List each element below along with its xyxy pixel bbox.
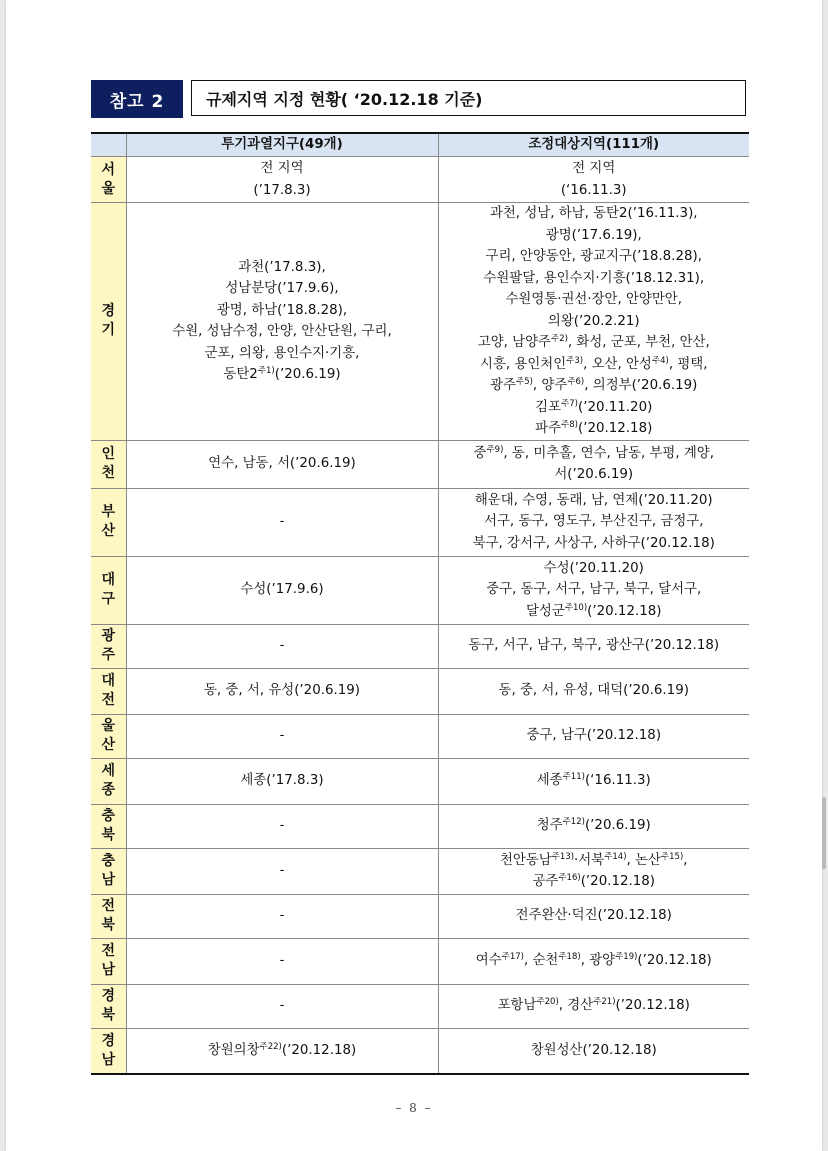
cell-line: 수원팔달, 용인수지·기흥(’18.12.31), — [483, 270, 705, 286]
cell-line: - — [279, 863, 285, 879]
cell-line: 세종(’17.8.3) — [240, 773, 324, 789]
speculation-zone-cell — [126, 488, 438, 556]
cell-line: 서(’20.6.19) — [554, 467, 634, 482]
cell-line: 수성(’20.11.20) — [543, 560, 644, 576]
region-char: 경 — [101, 988, 116, 1004]
cell-line: 창원성산(’20.12.18) — [530, 1043, 657, 1058]
speculation-zone-cell — [126, 984, 438, 1028]
cell-line: 수성(’17.9.6) — [240, 582, 324, 598]
adjustment-zone-cell — [438, 938, 749, 984]
speculation-zone-cell — [126, 556, 438, 624]
adjustment-zone-cell — [438, 984, 749, 1028]
region-char: 북 — [101, 917, 116, 933]
cell-line: 성남분당(’17.9.6), — [225, 281, 339, 297]
adjustment-zone-cell — [438, 556, 749, 624]
cell-line: (’17.8.3) — [253, 182, 311, 198]
region-char: 천 — [101, 465, 116, 481]
region-char: 대 — [101, 673, 116, 689]
region-cell — [91, 1028, 126, 1074]
region-char: 전 — [101, 898, 116, 914]
cell-line: 수원, 성남수정, 안양, 안산단원, 구리, — [172, 324, 392, 340]
cell-line: 포항남$^{주20)}$, 경산$^{주21)}$(’20.12.18) — [497, 997, 690, 1014]
cell-line: 전 지역 — [260, 161, 304, 176]
cell-line: - — [279, 514, 285, 530]
cell-line: 중구, 동구, 서구, 남구, 북구, 달서구, — [486, 582, 702, 598]
cell-line: 동구, 서구, 남구, 북구, 광산구(’20.12.18) — [468, 638, 720, 654]
adjustment-zone-cell — [438, 714, 749, 758]
regulated-areas-table — [91, 132, 749, 1075]
region-cell — [91, 938, 126, 984]
header-adjustment-zone: 조정대상지역(111개) — [438, 133, 749, 157]
region-char: 산 — [101, 523, 116, 539]
table-row — [91, 157, 749, 203]
region-cell — [91, 440, 126, 488]
cell-line: 서구, 동구, 영도구, 부산진구, 금정구, — [484, 514, 704, 530]
cell-line: - — [279, 818, 285, 834]
region-char: 울 — [101, 718, 116, 734]
header-speculation-zone: 투기과열지구(49개) — [126, 133, 438, 157]
adjustment-zone-cell — [438, 894, 749, 938]
table-row — [91, 624, 749, 668]
region-char: 부 — [101, 504, 116, 520]
region-char: 서 — [101, 161, 116, 178]
speculation-zone-cell — [126, 157, 438, 203]
speculation-zone-cell — [126, 668, 438, 714]
region-cell — [91, 758, 126, 804]
cell-line: 세종$^{주11)}$(‘16.11.3) — [536, 772, 651, 789]
region-char: 울 — [101, 180, 116, 197]
reference-badge: 참고 2 — [91, 80, 183, 118]
cell-line: 광주$^{주5)}$, 양주$^{주6)}$, 의정부(’20.6.19) — [490, 377, 698, 393]
cell-line: 광명(’17.6.19), — [545, 227, 642, 243]
speculation-zone-cell — [126, 758, 438, 804]
cell-line: 의왕(’20.2.21) — [547, 313, 640, 329]
region-cell — [91, 894, 126, 938]
cell-line: 동탄$2^{주1)}(’20.6.19)$ — [223, 366, 341, 383]
region-cell — [91, 624, 126, 668]
region-char: 전 — [101, 943, 116, 959]
adjustment-zone-cell — [438, 804, 749, 848]
speculation-zone-cell — [126, 938, 438, 984]
adjustment-zone-cell — [438, 203, 749, 441]
table-row — [91, 758, 749, 804]
region-cell — [91, 714, 126, 758]
cell-line: - — [279, 998, 285, 1014]
speculation-zone-cell — [126, 894, 438, 938]
cell-line: 군포, 의왕, 용인수지·기흥, — [204, 345, 360, 361]
region-cell — [91, 556, 126, 624]
region-char: 충 — [101, 808, 116, 824]
region-cell — [91, 203, 126, 441]
adjustment-zone-cell — [438, 624, 749, 668]
region-cell — [91, 488, 126, 556]
cell-line: 수원영통·권선·장안, 안양만안, — [505, 292, 682, 307]
cell-line: 천안동남$^{주13)}$·서북$^{주14)}$, 논산$^{주15)}$, — [499, 851, 688, 868]
cell-line: 해운대, 수영, 동래, 남, 연제(’20.11.20) — [474, 492, 713, 508]
page-number: – 8 – — [395, 1101, 433, 1115]
cell-line: 전 지역 — [572, 161, 616, 176]
speculation-zone-cell — [126, 624, 438, 668]
table-row — [91, 938, 749, 984]
region-char: 북 — [101, 827, 116, 843]
region-char: 세 — [101, 763, 116, 779]
region-char: 종 — [101, 782, 116, 798]
cell-line: 고양, 남양주$^{주2)}$, 화성, 군포, 부천, 안산, — [477, 334, 710, 350]
table-row — [91, 714, 749, 758]
region-char: 남 — [101, 872, 116, 888]
table-row — [91, 203, 749, 441]
adjustment-zone-cell — [438, 1028, 749, 1074]
table-header-row — [91, 133, 749, 157]
adjustment-zone-cell — [438, 440, 749, 488]
header-corner — [91, 133, 126, 157]
cell-line: 과천, 성남, 하남, 동탄2(’16.11.3), — [489, 206, 698, 221]
region-char: 기 — [101, 322, 116, 339]
region-char: 구 — [101, 591, 116, 607]
cell-line: - — [279, 638, 285, 654]
table-row — [91, 894, 749, 938]
cell-line: 전주완산·덕진(’20.12.18) — [515, 908, 672, 924]
speculation-zone-cell — [126, 848, 438, 894]
region-char: 북 — [101, 1007, 116, 1023]
cell-line: 북구, 강서구, 사상구, 사하구(’20.12.18) — [472, 535, 715, 551]
speculation-zone-cell — [126, 714, 438, 758]
cell-line: 청주$^{주12)}$(’20.6.19) — [536, 817, 651, 834]
cell-line: 달성군$^{주10)}$(’20.12.18) — [526, 602, 662, 619]
region-char: 전 — [101, 692, 116, 708]
region-char: 주 — [101, 647, 116, 663]
region-cell — [91, 848, 126, 894]
region-char: 경 — [101, 303, 116, 320]
region-char: 남 — [101, 962, 116, 978]
speculation-zone-cell — [126, 804, 438, 848]
scrollbar-thumb[interactable] — [822, 797, 826, 869]
page-title: 규제지역 지정 현황( ‘20.12.18 기준) — [191, 80, 746, 116]
adjustment-zone-cell — [438, 758, 749, 804]
region-cell — [91, 984, 126, 1028]
cell-line: 구리, 안양동안, 광교지구(’18.8.28), — [485, 249, 702, 264]
cell-line: 창원의창$^{주22)}$(’20.12.18) — [207, 1042, 357, 1058]
cell-line: 중$^{주9)}$, 동, 미추홀, 연수, 남동, 부평, 계양, — [473, 444, 714, 461]
adjustment-zone-cell — [438, 488, 749, 556]
cell-line: 공주$^{주16)}$(’20.12.18) — [532, 873, 656, 889]
cell-line: 중구, 남구(’20.12.18) — [526, 728, 662, 744]
table-row — [91, 804, 749, 848]
cell-line: 광명, 하남(’18.8.28), — [216, 302, 348, 318]
speculation-zone-cell — [126, 1028, 438, 1074]
speculation-zone-cell — [126, 203, 438, 441]
document-page — [6, 0, 822, 1151]
cell-line: 과천(’17.8.3), — [238, 259, 326, 275]
table-row — [91, 440, 749, 488]
cell-line: - — [279, 953, 285, 969]
cell-line: 김포$^{주7)}$(’20.11.20) — [535, 398, 653, 415]
speculation-zone-cell — [126, 440, 438, 488]
adjustment-zone-cell — [438, 848, 749, 894]
table-row — [91, 556, 749, 624]
table-row — [91, 668, 749, 714]
cell-line: - — [279, 908, 285, 924]
region-char: 산 — [101, 737, 116, 753]
table-row — [91, 1028, 749, 1074]
table-row — [91, 984, 749, 1028]
table-row — [91, 848, 749, 894]
region-cell — [91, 157, 126, 203]
cell-line: 여수$^{주17)}$, 순천$^{주18)}$, 광양$^{주19)}$(’20.12.18) — [475, 952, 712, 969]
adjustment-zone-cell — [438, 668, 749, 714]
region-cell — [91, 668, 126, 714]
cell-line: - — [279, 728, 285, 744]
cell-line: 시흥, 용인처인$^{주3)}$, 오산, 안성$^{주4)}$, 평택, — [480, 355, 708, 372]
region-char: 경 — [101, 1032, 116, 1049]
region-char: 인 — [101, 446, 116, 462]
adjustment-zone-cell — [438, 157, 749, 203]
cell-line: 동, 중, 서, 유성(’20.6.19) — [203, 683, 361, 699]
region-char: 충 — [101, 853, 116, 869]
cell-line: 동, 중, 서, 유성, 대덕(’20.6.19) — [498, 683, 689, 699]
cell-line: 파주$^{주8)}$(’20.12.18) — [535, 420, 653, 436]
cell-line: (‘16.11.3) — [560, 182, 627, 198]
region-char: 남 — [101, 1051, 116, 1068]
region-cell — [91, 804, 126, 848]
region-char: 광 — [101, 628, 116, 644]
region-char: 대 — [101, 572, 116, 588]
table-row — [91, 488, 749, 556]
cell-line: 연수, 남동, 서(’20.6.19) — [208, 456, 356, 472]
